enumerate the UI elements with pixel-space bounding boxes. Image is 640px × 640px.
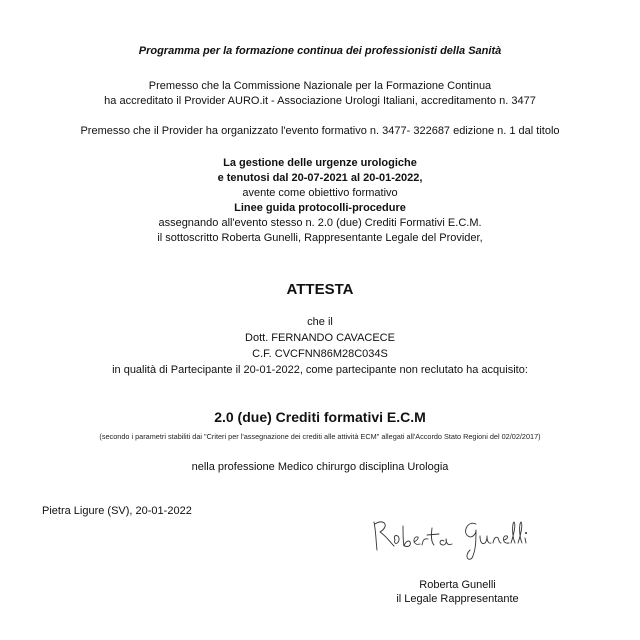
attesta-heading: ATTESTA [286, 281, 354, 298]
premise-line-1: Premesso che la Commissione Nazionale per la Formazione Continua [148, 80, 492, 92]
premise-line-2: ha accreditato il Provider AURO.it - Associazione Urologi Italiani, accreditamento n. 3477 [104, 95, 536, 107]
credits-amount: 2.0 (due) Crediti formativi E.C.M [214, 409, 426, 425]
event-signatory: il sottoscritto Roberta Gunelli, Rappresentante Legale del Provider, [157, 232, 483, 244]
signer-title: il Legale Rappresentante [396, 593, 519, 605]
premise-line-3: Premesso che il Provider ha organizzato l'evento formativo n. 3477- 322687 edizione n. 1 dal titolo [80, 125, 560, 137]
event-objective: Linee guida protocolli-procedure [234, 202, 406, 214]
place-date: Pietra Ligure (SV), 20-01-2022 [42, 505, 192, 517]
credits-note: (secondo i parametri stabiliti dai "Criteri per l'assegnazione dei crediti alle attività ECM" allegati all'Accordo Stato Regioni del 02/02/2017) [99, 432, 541, 441]
participant-role: in qualità di Partecipante il 20-01-2022, come partecipante non reclutato ha acquisito: [112, 364, 528, 376]
event-title: La gestione delle urgenze urologiche [223, 157, 417, 169]
attestation-intro: che il [307, 316, 333, 328]
signer-name: Roberta Gunelli [419, 579, 496, 591]
event-dates: e tenutosi dal 20-07-2021 al 20-01-2022, [217, 172, 423, 184]
profession-line: nella professione Medico chirurgo disciplina Urologia [191, 461, 449, 473]
program-title: Programma per la formazione continua dei professionisti della Sanità [138, 45, 502, 57]
event-credits-assigned: assegnando all'evento stesso n. 2.0 (due) Crediti Formativi E.C.M. [158, 217, 482, 229]
handwritten-signature [368, 512, 538, 564]
participant-name: Dott. FERNANDO CAVACECE [245, 332, 395, 344]
participant-fiscal-code: C.F. CVCFNN86M28C034S [252, 348, 388, 360]
event-objective-intro: avente come obiettivo formativo [242, 187, 398, 199]
